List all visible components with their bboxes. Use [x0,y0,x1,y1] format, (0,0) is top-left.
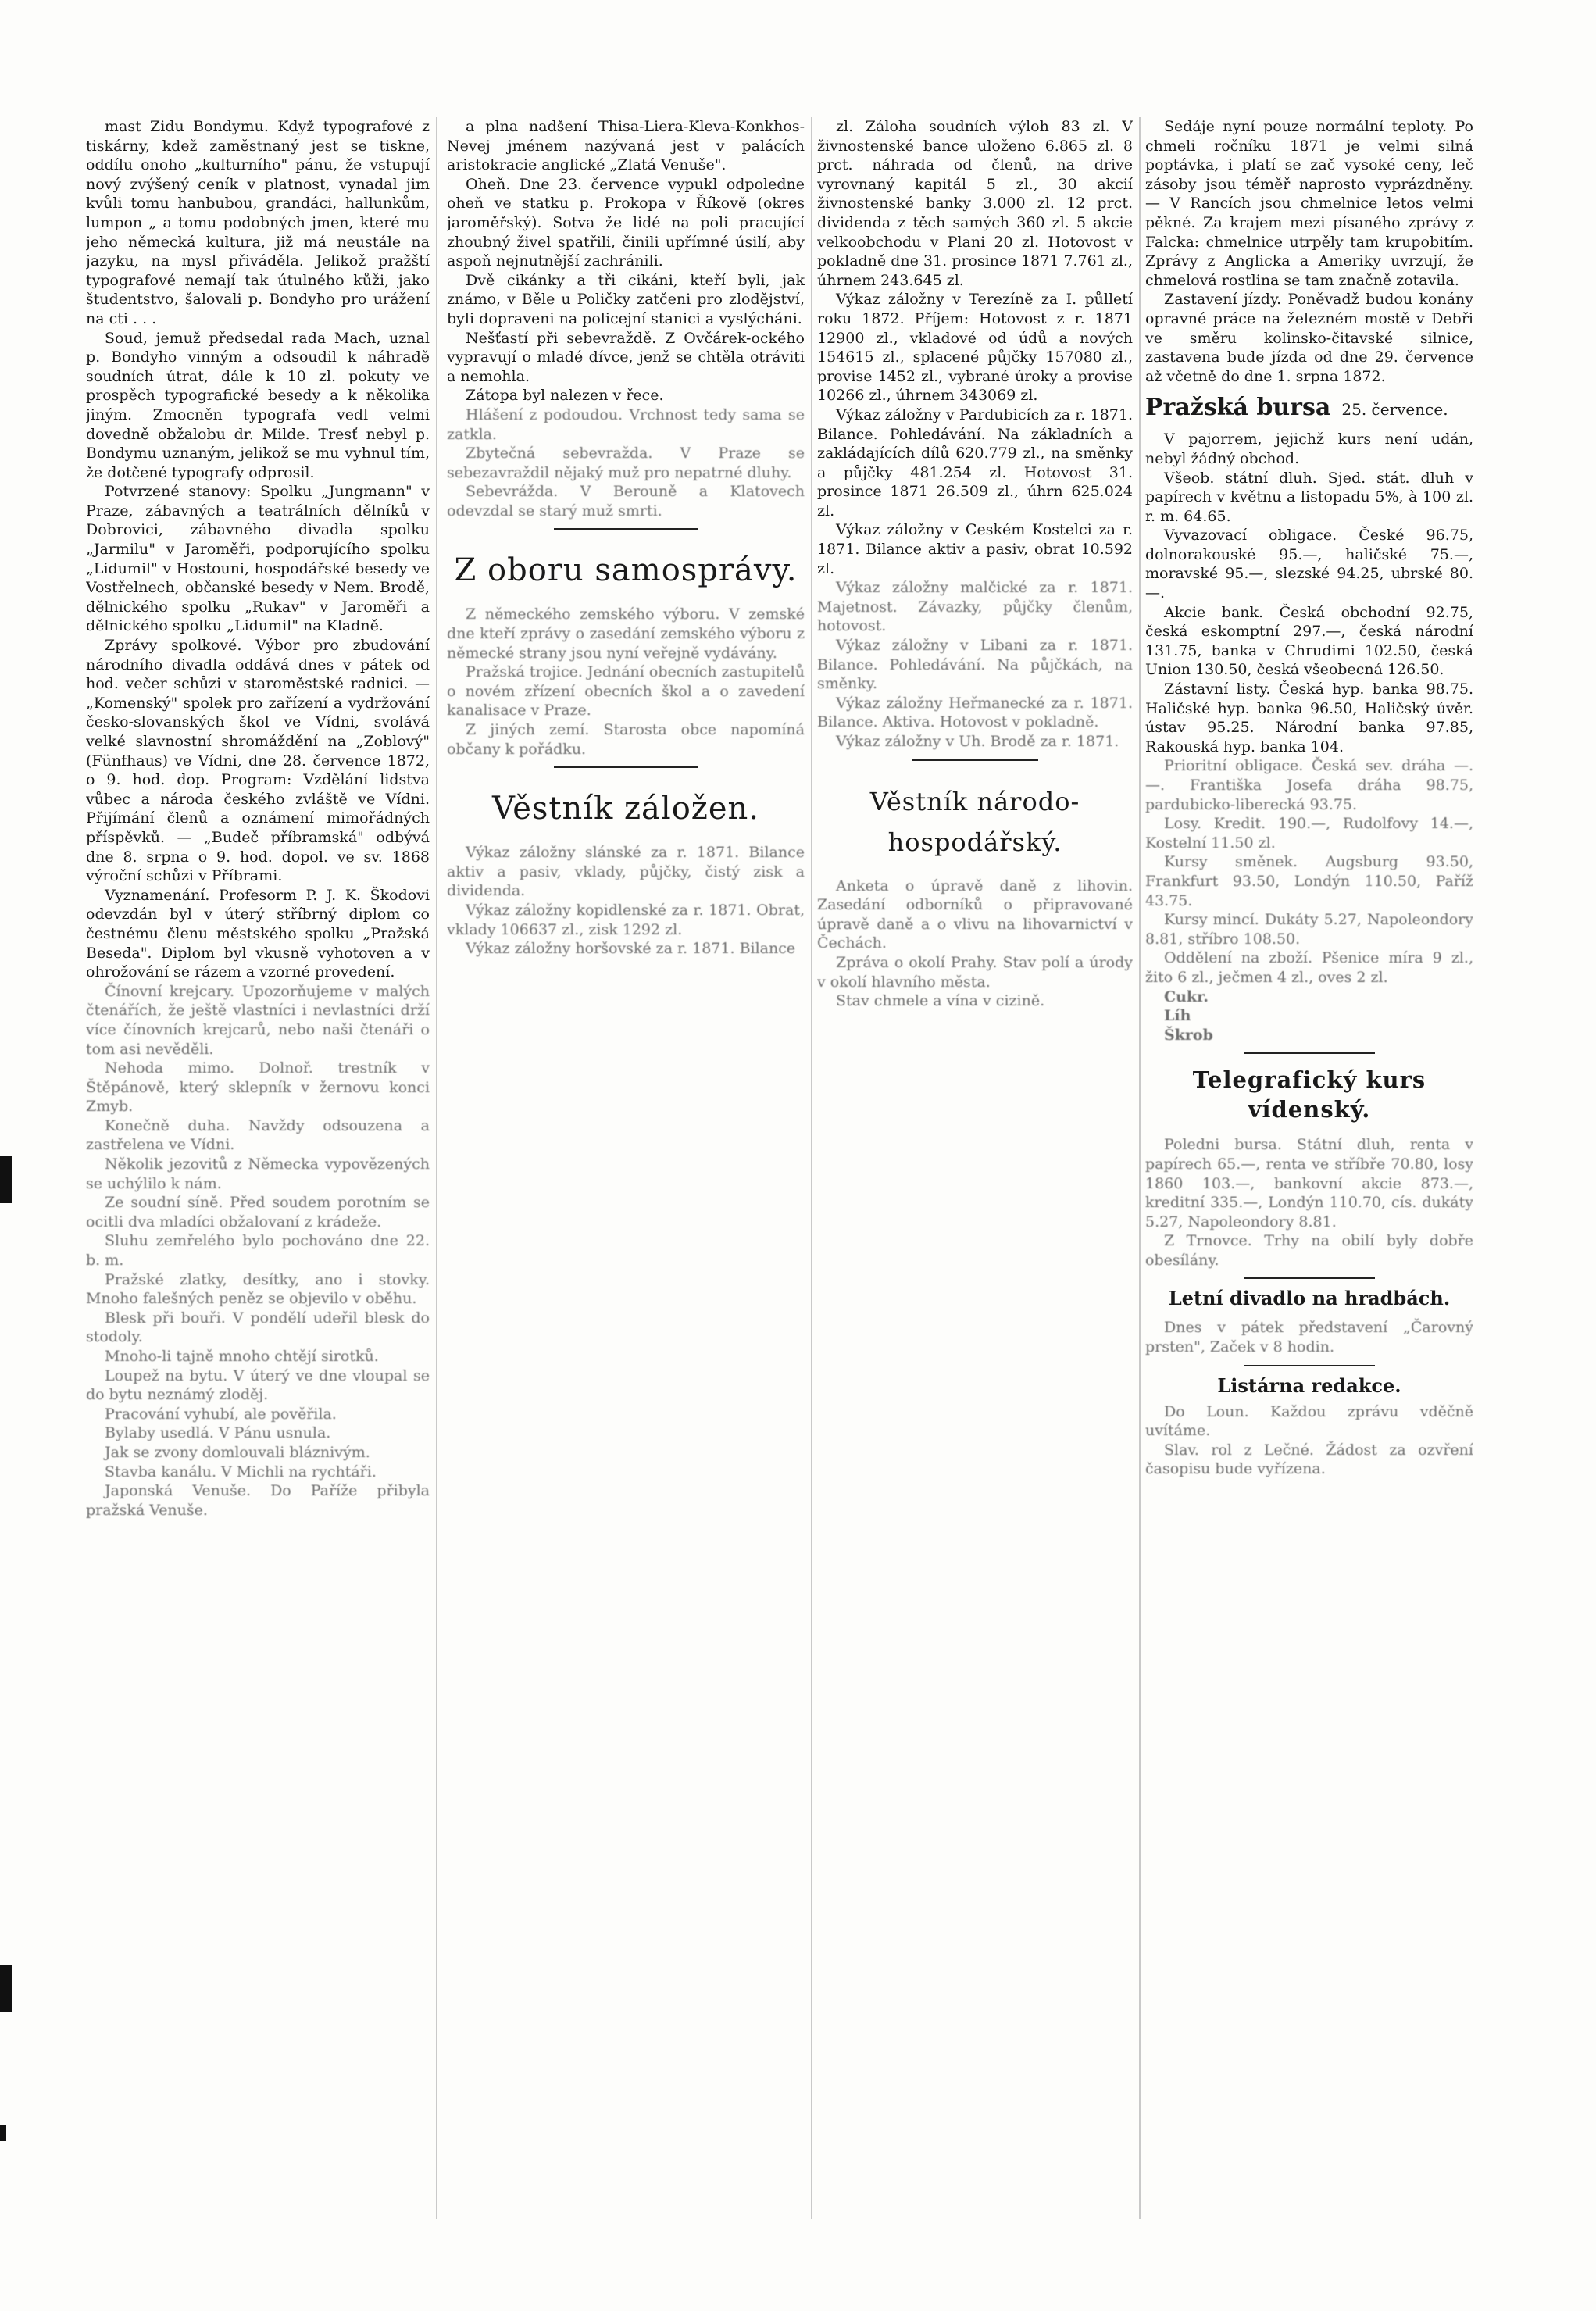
news-paragraph: Ze soudní síně. Před soudem porotním se ocitli dva mladíci obžalovaní z krádeže. [86,1194,430,1231]
news-paragraph: Pracování vyhubí, ale pověřila. [105,1405,337,1423]
column-4 [1145,117,1473,2227]
news-paragraph: Z německého zemského výboru. V zemské dne kteří zprávy o zasedání zemského výboru z německé strany jsou nyní veřejně vydávány. [447,605,805,662]
news-paragraph: Zátopa byl nalezen v řece. [466,387,664,405]
market-label: Škrob [1164,1026,1213,1044]
section-divider [912,759,1038,761]
bursa-paragraph: Všeob. státní dluh. Sjed. stát. dluh v papírech v květnu a listopadu 5%, à 100 zl. r. m. 64.65. [1145,469,1473,525]
news-paragraph: Konečně duha. Navždy odsouzena a zastřelena ve Vídni. [86,1116,430,1154]
column-rule-2 [811,117,812,2219]
news-paragraph: Dnes v pátek představení „Čarovný prsten", Začek v 8 hodin. [1145,1319,1473,1356]
column-1 [86,117,430,2227]
news-paragraph: Výkaz záložny Heřmanecké za r. 1871. Bilance. Aktiva. Hotovost v pokladně. [817,694,1133,731]
news-paragraph: Blesk při bouři. V pondělí udeřil blesk do stodoly. [86,1309,430,1346]
section-divider [1244,1277,1375,1279]
news-paragraph: Jak se zvony domlouvali bláznivým. [105,1443,370,1461]
news-paragraph: Zbytečná sebevražda. V Praze se sebezavraždil nějaký muž pro nepatrné dluhy. [447,445,805,481]
news-paragraph: Stav chmele a vína v cizině. [836,992,1045,1010]
news-paragraph: Nehoda mimo. Dolnoř. trestník v Štěpánově, který sklepník v žernovu konci Zmyb. [86,1059,430,1116]
news-paragraph: Výkaz záložny kopidlenské za r. 1871. Obrat, vklady 106637 zl., zisk 1292 zl. [447,902,805,938]
bursa-paragraph: Kursy směnek. Augsburg 93.50, Frankfurt 93.50, Londýn 110.50, Paříž 43.75. [1145,853,1473,909]
news-paragraph: Výkaz záložny slánské za r. 1871. Bilance aktiv a pasiv, vklady, půjčky, čistý zisk a dividenda. [447,844,805,900]
news-paragraph: Výkaz záložny v Libani za r. 1871. Bilance. Pohledávání. Na půjčkách, na směnky. [817,637,1133,693]
news-paragraph: Výkaz záložny horšovské za r. 1871. Bilance [466,940,796,958]
news-paragraph: Výkaz záložny v Ceském Kostelci za r. 1871. Bilance aktiv a pasiv, obrat 10.592 zl. [817,521,1133,577]
news-paragraph: Zastavení jízdy. Poněvadž budou konány opravné práce na železném mostě v Debři ve směru kolinsko-čitavské silnice, zastavena bude jízda od dne 29. července až včetně do dne 1. srpna 1872. [1145,291,1473,385]
bursa-paragraph: Akcie bank. Česká obchodní 92.75, česká eskomptní 297.—, česká národní 131.75, banka v Chrudimi 102.50, česká Union 130.50, česká všeobecná 126.50. [1145,603,1473,679]
news-paragraph: zl. Záloha soudních výloh 83 zl. V živnostenské bance uloženo 6.865 zl. 8 prct. náhrada od členů, na drive vyrovnaný kapitál 5 zl., 30 akcií živnostenské banky 3.000 zl. 12 prct. dividenda z těch samých 360 zl. 5 akcie velkoobchodu v Plani 20 zl. Hotovost v pokladně dne 31. prosince 1871 7.761 zl., úhrnem 243.645 zl. [817,118,1133,289]
divadlo-heading: Letní divadlo na hradbách. [1168,1287,1451,1310]
bursa-date: 25. července. [1341,400,1448,420]
news-paragraph: Dvě cikánky a tři cikáni, kteří byli, jak známo, v Běle u Poličky zatčeni pro zlodějství, byli dopraveni na policejní stanici a vyslýcháni. [447,271,805,327]
bursa-heading: Pražská bursa [1145,394,1331,422]
market-label: Líh [1164,1007,1191,1025]
section-heading-hospodarsky: Věstník národo-hospodářský. [869,786,1080,857]
market-label: Cukr. [1164,988,1209,1005]
news-paragraph: Poledni bursa. Státní dluh, renta v papírech 65.—, renta ve stříbře 70.80, losy 1860 103.—, bankovní akcie 873.—, kreditní 335.—, Londýn 110.70, cís. dukáty 5.27, Napoleondory 8.81. [1145,1136,1473,1231]
news-paragraph: Z jiných zemí. Starosta obce napomíná občany k pořádku. [447,721,805,758]
section-divider [1244,1052,1375,1054]
news-paragraph: Pražské zlatky, desítky, ano i stovky. Mnoho falešných peněz se objevilo v oběhu. [86,1270,430,1308]
news-paragraph: Několik jezovitů z Německa vypovězených se uchýlilo k nám. [86,1156,430,1192]
news-paragraph: Japonská Venuše. Do Paříže přibyla pražská Venuše. [86,1482,430,1519]
news-paragraph: mast Zidu Bondymu. Když typografové z tiskárny, kdež zaměstnaný jest se tiskne, oddílu onoho „kulturního" pánu, že vstupují nový zvýšený ceník v platnost, vynadal jim kvůli tomu hanbubou, grandáci, hallunkům, lumpon „ a tomu podobných jmen, které mu jeho německá kultura, již má neustále na jazyku, na mysl přiváděla. Jelikož pražští typografové nemají tak útulného kůži, jako študentstvo, šalovali p. Bondyho pro urážení na cti . . . [86,118,430,327]
news-paragraph: Zpráva o okolí Prahy. Stav polí a úrody v okolí hlavního města. [817,953,1133,991]
column-2 [447,117,805,2227]
section-divider [554,528,697,530]
news-paragraph: Hlášení z podoudou. Vrchnost tedy sama se zatkla. [447,405,805,443]
news-paragraph: a plna nadšení Thisa-Liera-Kleva-Konkhos-Nevej jménem nazývaná jest v palácích aristokracie anglické „Zlatá Venuše". [447,118,805,174]
column-3 [817,117,1133,2227]
news-paragraph: Soud, jemuž předsedal rada Mach, uznal p. Bondyho vinným a odsoudil k náhradě soudních útrat, dále k 10 zl. pokuty ve prospěch typografické besedy a k několika jiným. Zmocněn typografa vedl velmi dovedně obžalobu dr. Milde. Tresť nebyl p. Bondymu uznaným, jelikož se mu vyhnul tím, že dotčené typografy odprosil. [86,329,430,481]
news-paragraph: Výkaz záložny v Terezíně za I. půlletí roku 1872. Příjem: Hotovost z r. 1871 12900 zl., vkladové od údů a nových 154615 zl., splacené půjčky 157080 zl., provise 1452 zl., vybrané úroky a provise 10266 zl., úhrnem 343069 zl. [817,291,1133,405]
binding-mark-2 [0,1965,12,2012]
news-paragraph: Výkaz záložny v Pardubicích za r. 1871. Bilance. Pohledávání. Na základních a zakládajících dílů 620.779 zl., na směnky a půjčky 481.254 zl. Hotovost 31. prosince 1871 26.509 zl., úhrn 625.024 zl. [817,405,1133,520]
news-paragraph: Sluhu zemřelého bylo pochováno dne 22. b. m. [86,1232,430,1270]
news-paragraph: Zprávy spolkové. Výbor pro zbudování národního divadla oddává dnes v pátek od hod. večer schůzi v staroměstské radnici. — „Komenský" spolek pro zařízení a vydržování česko-slovanských škol ve Vídni, svolává velké slavnostní shromáždění na „Zoblový" (Fünfhaus) ve Vídni, dne 28. července 1872, o 9. hod. dop. Program: Vzdělání lidstva vůbec a národa českého zvláště ve Vídni. Přijímání členů a oznámení mimořádných příspěvků. — „Budeč příbramská" odbývá dne 8. srpna o 9. hod. dopol. ve sv. 1868 výroční schůzi v Příbrami. [86,637,430,885]
section-heading-zalozny: Věstník záložen. [491,791,759,827]
news-paragraph: Stavba kanálu. V Michli na rychtáři. [105,1463,377,1481]
news-paragraph: Mnoho-li tajně mnoho chtějí sirotků. [105,1348,379,1365]
news-paragraph: Sedáje nyní pouze normální teploty. Po chmeli ročníku 1871 je velmi silná poptávka, i platí se zač vysoké ceny, leč zásoby jsou téměř naprosto vyprázdněny. — V Rancích jsou chmelnice letos velmi pěkné. Za krajem mezi písaného zprávy z Falcka: chmelnice utrpěly tam krupobitím. Zprávy z Anglicka a Ameriky uvrzují, že chmelová rostlina se tam značně zotavila. [1145,118,1473,289]
redakce-heading: Listárna redakce. [1217,1373,1401,1397]
news-paragraph: Slav. rol z Lečné. Žádost za ozvření časopisu bude vyřízena. [1145,1441,1473,1478]
bursa-paragraph: Kursy mincí. Dukáty 5.27, Napoleondory 8.81, stříbro 108.50. [1145,911,1473,948]
news-paragraph: Bylaby usedlá. V Pánu usnula. [105,1424,331,1442]
news-paragraph: Anketa o úpravě daně z lihovin. Zasedání odborníků o připravované úpravě daně a o vlivu na lihovarnictví v Čechách. [817,877,1133,952]
bursa-paragraph: Oddělení na zboží. Pšenice míra 9 zl., žito 6 zl., ječmen 4 zl., oves 2 zl. [1145,949,1473,986]
bursa-paragraph: Vyvazovací obligace. České 96.75, dolnorakouské 95.—, haličské 75.—, moravské 95.—, slezské 94.25, ubrské 80.—. [1145,527,1473,602]
news-paragraph: Do Loun. Každou zprávu vděčně uvítáme. [1145,1402,1473,1440]
section-divider [554,766,697,768]
bursa-paragraph: Zástavní listy. Česká hyp. banka 98.75. Haličské hyp. banka 96.50, Haličský úvěr. ústav 95.25. Národní banka 97.85, Rakouská hyp. banka 104. [1145,680,1473,755]
bursa-heading-row [1145,392,1473,423]
news-paragraph: Sebevrážda. V Berouně a Klatovech odevzdal se starý muž smrti. [447,483,805,520]
bursa-paragraph: Prioritní obligace. Česká sev. dráha —.—. Františka Josefa dráha 98.75, pardubicko-liberecká 93.75. [1145,757,1473,813]
news-paragraph: Výkaz záložny v Uh. Brodě za r. 1871. [836,733,1119,750]
news-paragraph: Nešťastí při sebevraždě. Z Ovčárek-ockého vypravují o mladé dívce, jenž se chtěla otráviti a nemohla. [447,329,805,385]
news-paragraph: Loupež na bytu. V úterý ve dne vloupal se do bytu neznámý zloděj. [86,1366,430,1404]
column-rule-3 [1139,117,1141,2219]
news-paragraph: Oheň. Dne 23. července vypukl odpoledne oheň ve statku p. Prokopa v Říkově (okres jaroměřský). Sotva že lidé na poli pracující zhoubný živel spatřili, činili upřímné úsilí, aby aspoň nejnutnější zachránili. [447,175,805,270]
binding-mark-3 [0,2125,6,2141]
news-paragraph: Pražská trojice. Jednání obecních zastupitelů o novém zřízení obecních škol a o zavedení kanalisace v Praze. [447,663,805,720]
news-paragraph: Čínovní krejcary. Upozorňujeme v malých čtenářích, že ještě vlastníci i nevlastníci drží více čínovních krejcarů, nebo naši čtenáři o tom asi nevěděli. [86,982,430,1058]
news-paragraph: Výkaz záložny malčické za r. 1871. Majetnost. Závazky, půjčky členům, hotovost. [817,579,1133,635]
bursa-paragraph: Losy. Kredit. 190.—, Rudolfovy 14.—, Kostelní 11.50 zl. [1145,815,1473,852]
news-paragraph: Z Trnovce. Trhy na obilí byly dobře obesílány. [1145,1232,1473,1269]
binding-mark-1 [0,1156,12,1203]
section-heading-telegraf: Telegrafický kurs vídenský. [1192,1066,1426,1123]
bursa-paragraph: V pajorrem, jejichž kurs není udán, nebyl žádný obchod. [1145,430,1473,467]
section-divider [1244,1365,1375,1366]
section-heading-samosprava: Z oboru samosprávy. [454,552,798,589]
column-rule-1 [436,117,437,2219]
news-paragraph: Potvrzené stanovy: Spolku „Jungmann" v Praze, zábavných a teatrálních dělníků v Dobrovici, zábavného divadla spolku „Jarmilu" v Jaroměři, podporujícího spolku „Lidumil" v Hostouni, hospodářské besedy ve Vostřelnech, občanské besedy v Nem. Brodě, dělnického spolku „Rukav" v Jaroměři a dělnického spolku „Lidumil" na Kladně. [86,483,430,635]
news-paragraph: Vyznamenání. Profesorm P. J. K. Škodovi odevzdán byl v úterý stříbrný diplom co čestnému členu městského spolku „Pražská Beseda". Diplom byl vkusně vyhotoven a v ohrožování se rázem a vzorné provedení. [86,886,430,981]
